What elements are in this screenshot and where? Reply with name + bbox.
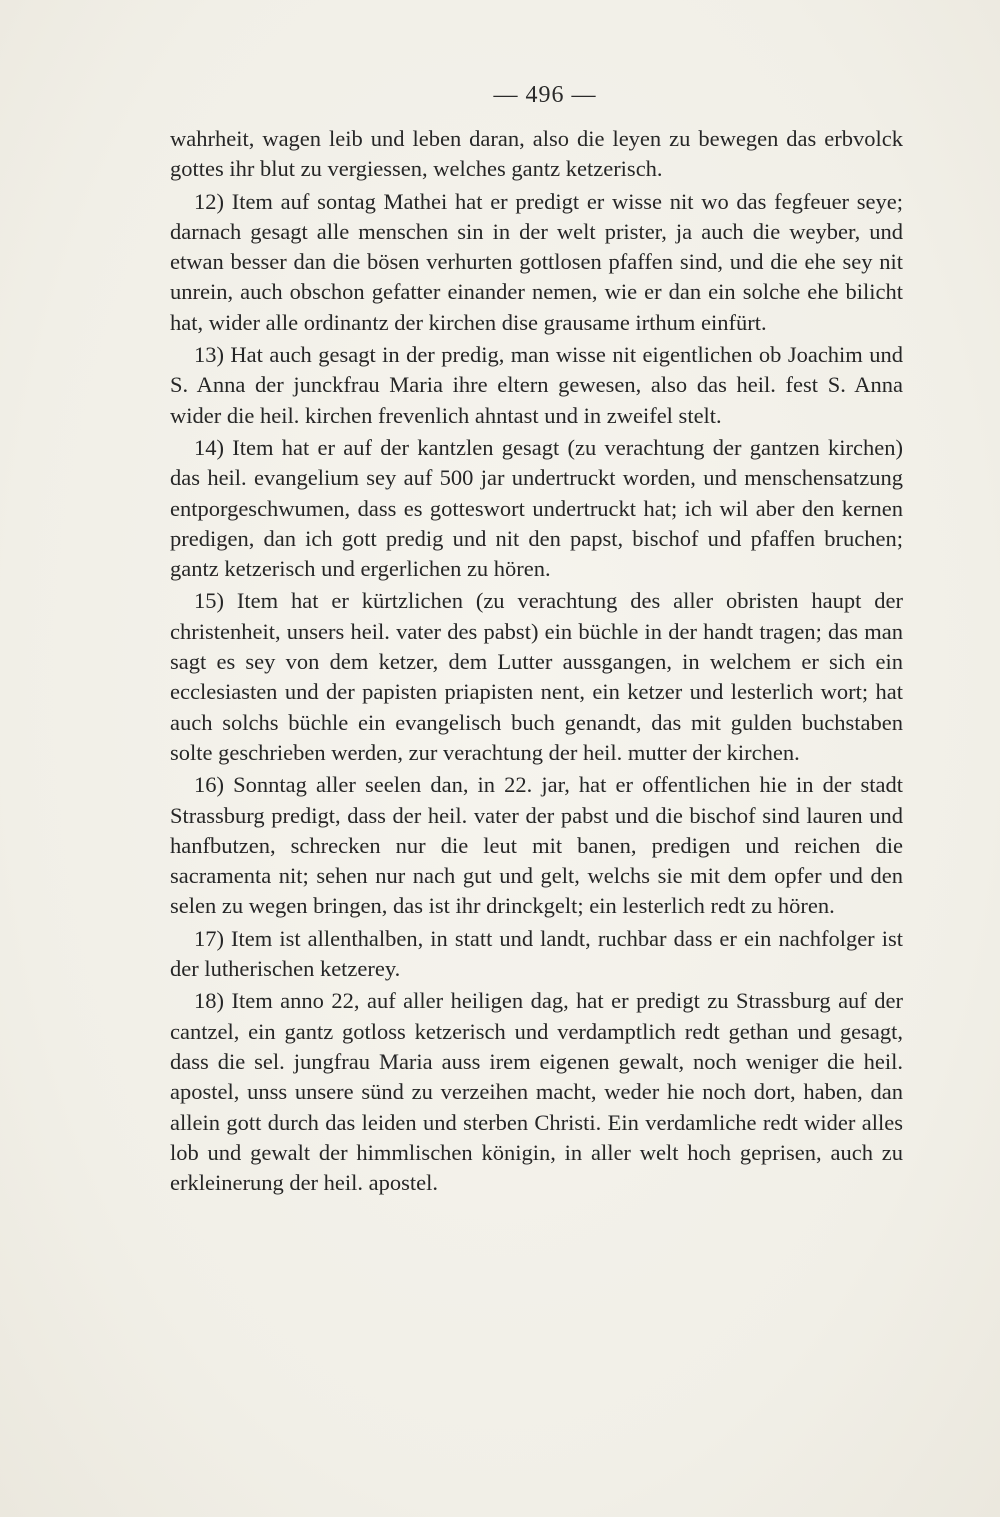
paragraph-13: 13) Hat auch gesagt in der predig, man wisse nit eigentlichen ob Joachim und S. Anna der junckfrau Maria ihre eltern gewesen, also das heil. fest S. Anna wider die heil. kirchen frevenlich ahntast und in zweifel stelt. xyxy=(170,342,903,428)
page-number: — 496 — xyxy=(493,82,597,108)
paragraph-14: 14) Item hat er auf der kantzlen gesagt (zu verachtung der gantzen kirchen) das heil. evangelium sey auf 500 jar undertruckt worden, und menschensatzung entporgeschwumen, dass es gotteswort undertruckt hat; ich wil aber den kernen predigen, dan ich gott predig und nit den papst, bischof und pfaffen bruchen; gantz ketzerisch und ergerlichen zu hören. xyxy=(170,434,903,582)
paragraph-continuation: wahrheit, wagen leib und leben daran, also die leyen zu bewegen das erbvolck gottes ihr blut zu vergiessen, welches gantz ketzerisch. xyxy=(170,126,903,182)
paragraph-18: 18) Item anno 22, auf aller heiligen dag, hat er predigt zu Strassburg auf der cantzel, ein gantz gotloss ketzerisch und verdamptlich redt gethan und gesagt, dass die sel. jungfrau Maria auss irem eigenen gewalt, noch weniger die heil. apostel, unss unsere sünd zu verzeihen macht, weder hie noch dort, haben, dan allein gott durch das leiden und sterben Christi. Ein verdamliche redt wider alles lob und gewalt der himmlischen königin, in aller welt hoch geprisen, auch zu erkleinerung der heil. apostel. xyxy=(170,988,903,1196)
paragraph-17: 17) Item ist allenthalben, in statt und landt, ruchbar dass er ein nachfolger ist der lutherischen ketzerey. xyxy=(170,925,903,982)
paragraph-15: 15) Item hat er kürtzlichen (zu verachtung des aller obristen haupt der christenheit, unsers heil. vater des pabst) ein büchle in der handt tragen; das man sagt es sey von dem ketzer, dem Lutter aussgangen, in welchem er sich ein ecclesiasten und der papisten priapisten nent, ein ketzer und lesterlich wort; hat auch solchs büchle ein evangelisch buch genandt, das mit gulden buchstaben solte geschrieben werden, zur verachtung der heil. mutter der kirchen. xyxy=(170,588,903,765)
body-text xyxy=(170,124,903,1200)
paragraph-12: 12) Item auf sontag Mathei hat er predigt er wisse nit wo das fegfeuer seye; darnach gesagt alle menschen sin in der welt prister, ja auch die weyber, und etwan besser dan die bösen verhurten gottlosen pfaffen sind, und die ehe sey nit unrein, auch obschon gefatter einander nemen, wie er dan ein solche ehe bilicht hat, wider alle ordinantz der kirchen dise grausame irthum einfürt. xyxy=(170,188,903,335)
paragraph-16: 16) Sonntag aller seelen dan, in 22. jar, hat er offentlichen hie in der stadt Strassburg predigt, dass der heil. vater der pabst und die bischof sind lauren und hanfbutzen, schrecken nur die leut mit banen, predigen und reichen die sacramenta nit; sehen nur nach gut und gelt, welchs sie mit dem opfer und den selen zu wegen bringen, das ist ihr drinckgelt; ein lesterlich redt zu hören. xyxy=(170,772,903,919)
